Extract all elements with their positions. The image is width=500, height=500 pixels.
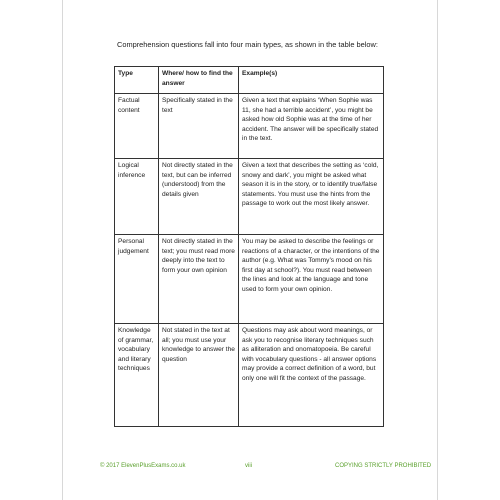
page-edge-left: [62, 0, 63, 500]
cell-type: Knowledge of grammar, vocabulary and literary techniques: [115, 324, 159, 427]
cell-type: Logical inference: [115, 159, 159, 235]
cell-example: Questions may ask about word meanings, or ask you to recognise literary techniques such as alliteration and onomatopoeia. Be careful with vocabulary questions - all answer options may provide a correct definition of a word, but only one will fit the context of the passage.: [239, 324, 384, 427]
header-type: Type: [115, 67, 159, 94]
cell-example: Given a text that describes the setting as ‘cold, snowy and dark’, you might be asked what season it is in the story, or to identify true/false statements. You must use the hints from the passage to work out the most likely answer.: [239, 159, 384, 235]
cell-where: Not stated in the text at all; you must use your knowledge to answer the question: [159, 324, 239, 427]
table-row: [115, 159, 384, 235]
header-examples: Example(s): [239, 67, 384, 94]
table-header-row: [115, 67, 384, 94]
cell-where: Specifically stated in the text: [159, 94, 239, 159]
footer-notice: COPYING STRICTLY PROHIBITED: [335, 463, 432, 469]
footer-page-number: viii: [245, 463, 252, 469]
cell-where: Not directly stated in the text; you must read more deeply into the text to form your own opinion: [159, 235, 239, 324]
table-row: [115, 94, 384, 159]
table-row: [115, 324, 384, 427]
question-types-table: [114, 66, 384, 427]
cell-example: Given a text that explains ‘When Sophie was 11, she had a terrible accident’, you might be asked how old Sophie was at the time of her accident. The answer will be specifically stated in the text.: [239, 94, 384, 159]
cell-type: Personal judgement: [115, 235, 159, 324]
page-edge-right: [437, 0, 438, 500]
cell-type: Factual content: [115, 94, 159, 159]
table-row: [115, 235, 384, 324]
cell-example: You may be asked to describe the feelings or reactions of a character, or the intentions of the author (e.g. What was Tommy’s mood on his first day at school?). You must read between the lines and look at the language and tone used to form your own opinion.: [239, 235, 384, 324]
header-where: Where/ how to find the answer: [159, 67, 239, 94]
intro-text: Comprehension questions fall into four main types, as shown in the table below:: [117, 40, 378, 49]
footer-copyright: © 2017 ElevenPlusExams.co.uk: [100, 463, 186, 469]
cell-where: Not directly stated in the text, but can be inferred (understood) from the details given: [159, 159, 239, 235]
